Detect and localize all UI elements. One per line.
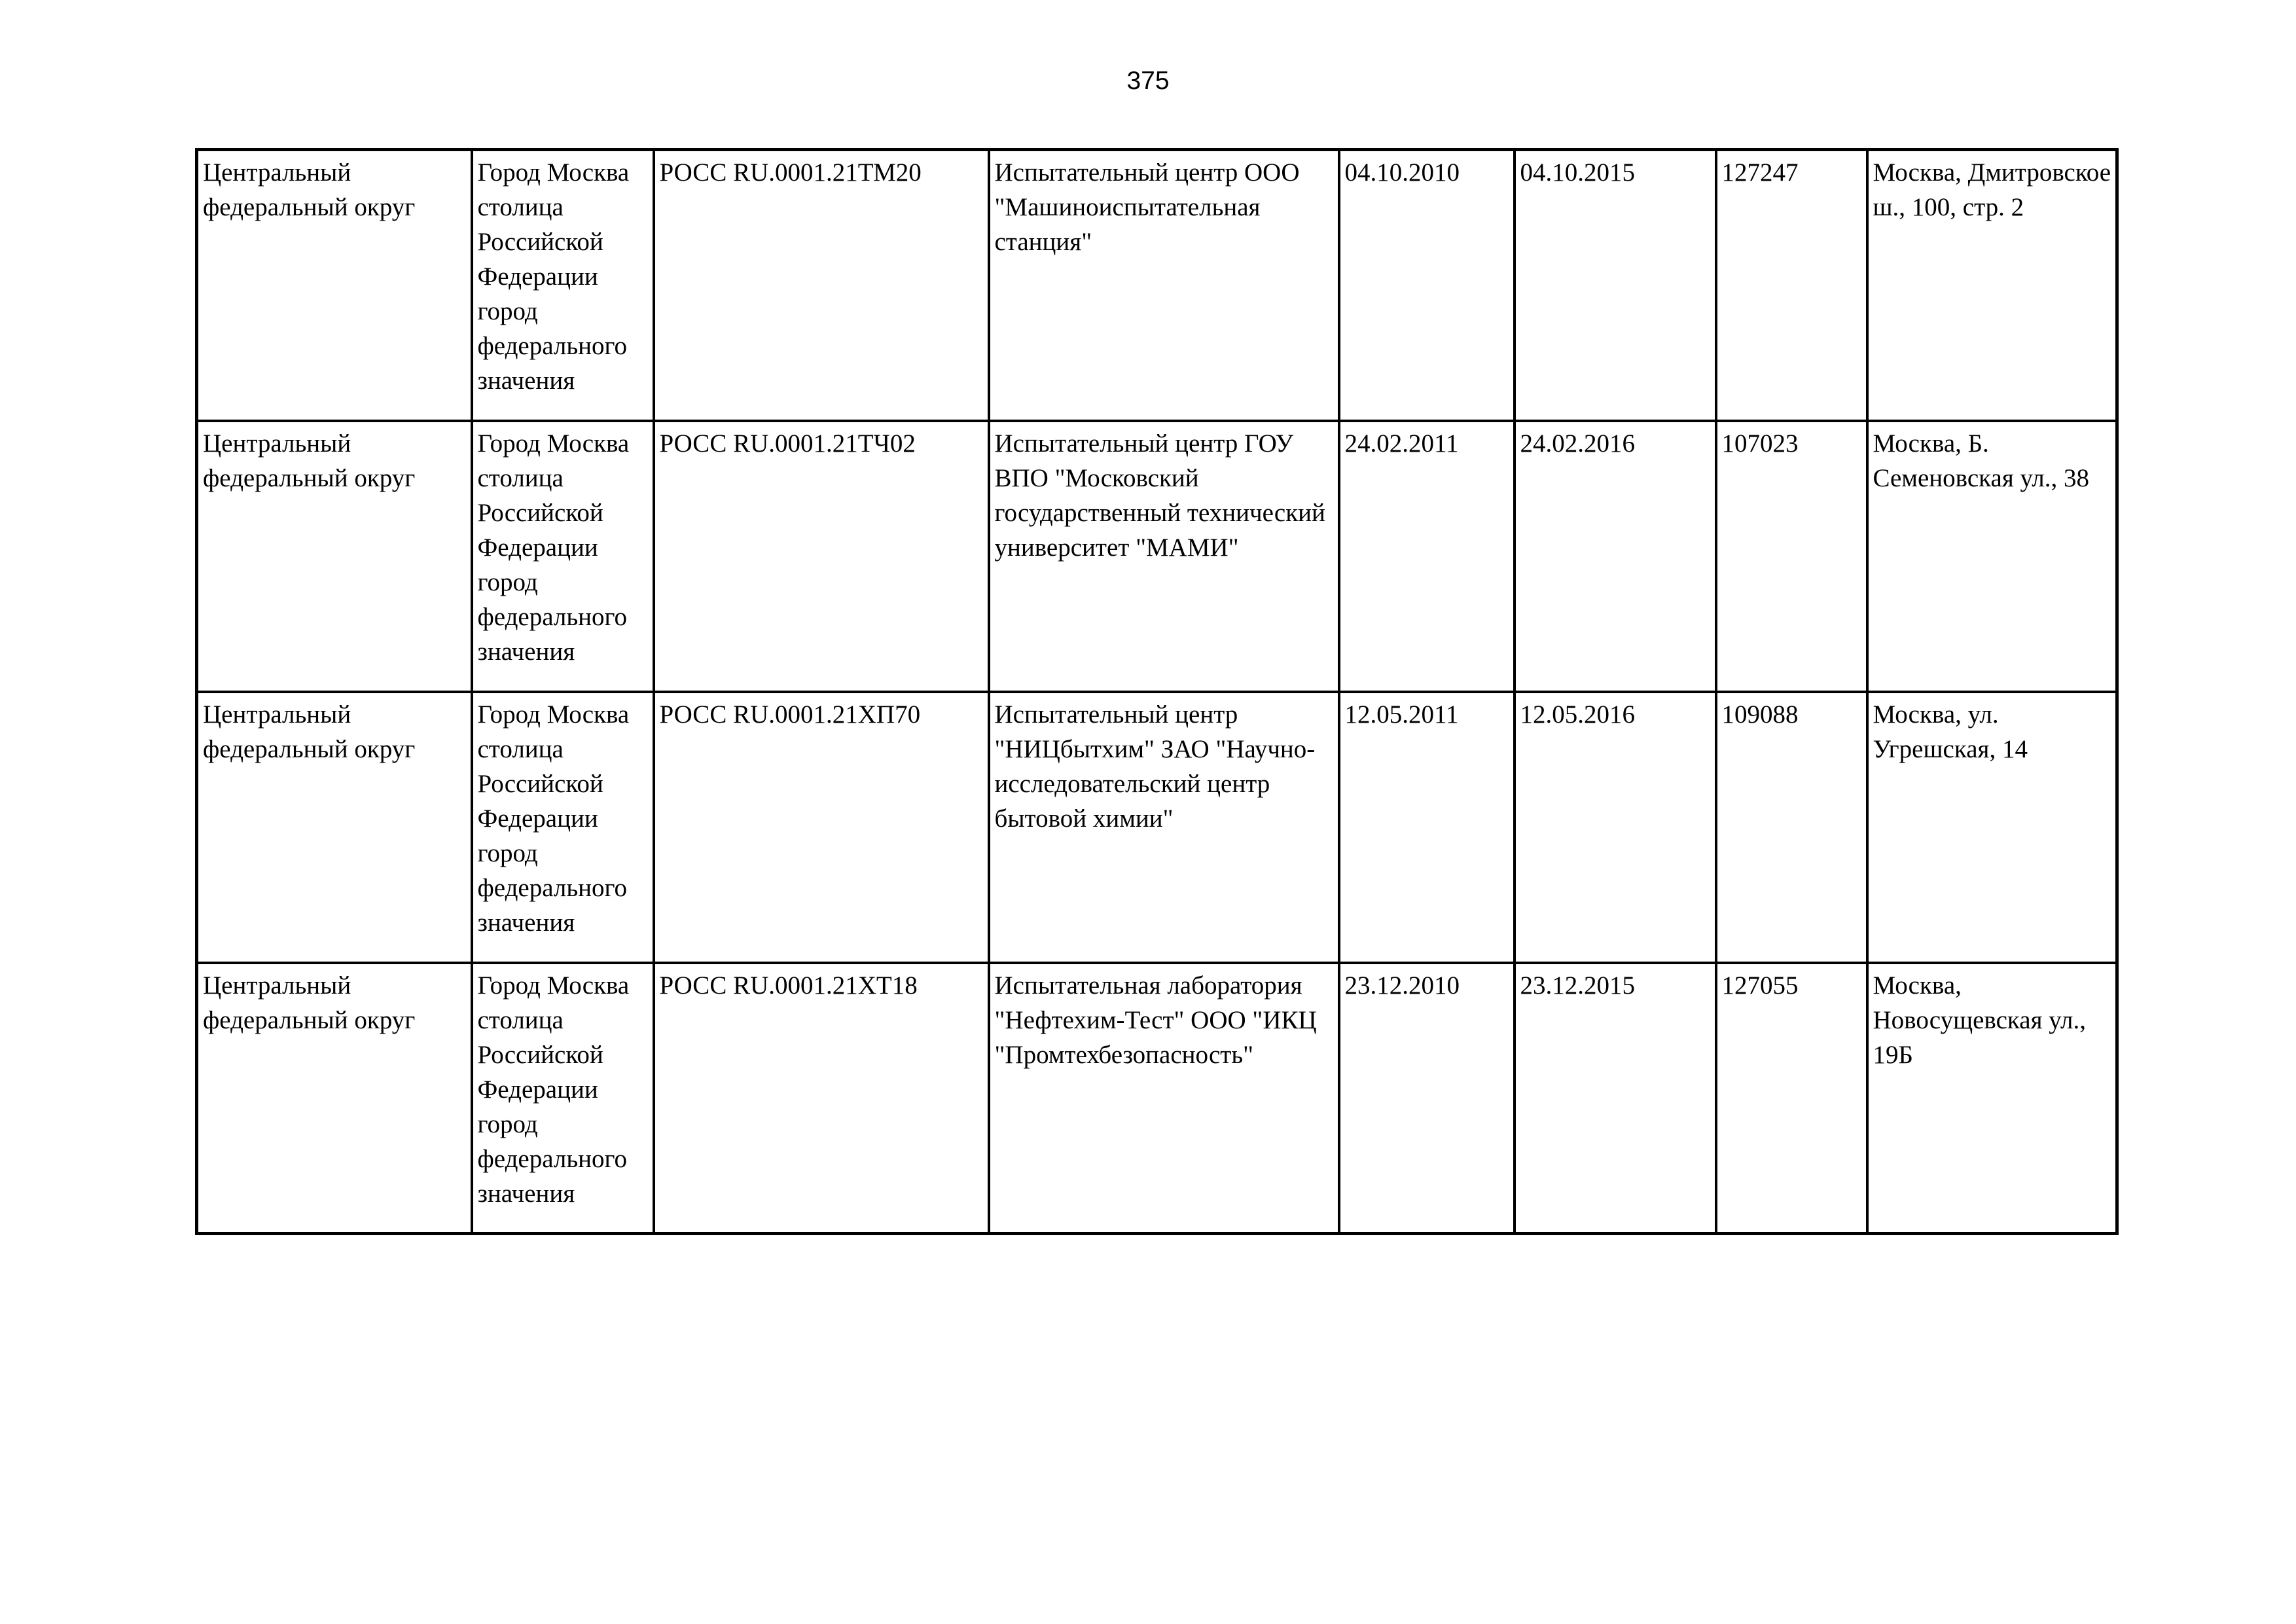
region-cell: Город Москва столица Российской Федерации город федерального значения: [472, 421, 654, 692]
district-cell: Центральный федеральный округ: [197, 692, 472, 963]
date-to-cell: 23.12.2015: [1515, 963, 1716, 1234]
address-cell: Москва, ул. Угрешская, 14: [1867, 692, 2117, 963]
date-from-cell: 24.02.2011: [1339, 421, 1515, 692]
region-cell: Город Москва столица Российской Федерации город федерального значения: [472, 692, 654, 963]
accreditation-cell: РОСС RU.0001.21ХТ18: [654, 963, 989, 1234]
district-cell: Центральный федеральный округ: [197, 421, 472, 692]
region-cell: Город Москва столица Российской Федерации город федерального значения: [472, 150, 654, 421]
district-cell: Центральный федеральный округ: [197, 963, 472, 1234]
table-row: [197, 692, 2117, 963]
accreditation-cell: РОСС RU.0001.21ТМ20: [654, 150, 989, 421]
postcode-cell: 109088: [1716, 692, 1867, 963]
organization-cell: Испытательный центр ООО "Машиноиспытательная станция": [989, 150, 1339, 421]
date-from-cell: 12.05.2011: [1339, 692, 1515, 963]
date-from-cell: 23.12.2010: [1339, 963, 1515, 1234]
address-cell: Москва, Дмитровское ш., 100, стр. 2: [1867, 150, 2117, 421]
organization-cell: Испытательный центр "НИЦбытхим" ЗАО "Научно-исследовательский центр бытовой химии": [989, 692, 1339, 963]
accreditation-cell: РОСС RU.0001.21ХП70: [654, 692, 989, 963]
date-to-cell: 04.10.2015: [1515, 150, 1716, 421]
address-cell: Москва, Новосущевская ул., 19Б: [1867, 963, 2117, 1234]
district-cell: Центральный федеральный округ: [197, 150, 472, 421]
address-cell: Москва, Б. Семеновская ул., 38: [1867, 421, 2117, 692]
region-cell: Город Москва столица Российской Федерации город федерального значения: [472, 963, 654, 1234]
postcode-cell: 107023: [1716, 421, 1867, 692]
registry-table: [195, 148, 2119, 1235]
postcode-cell: 127247: [1716, 150, 1867, 421]
table-row: [197, 150, 2117, 421]
table-row: [197, 963, 2117, 1234]
page-number: 375: [1126, 67, 1170, 95]
date-to-cell: 12.05.2016: [1515, 692, 1716, 963]
organization-cell: Испытательная лаборатория "Нефтехим-Тест" ООО "ИКЦ "Промтехбезопасность": [989, 963, 1339, 1234]
organization-cell: Испытательный центр ГОУ ВПО "Московский государственный технический университет "МАМИ": [989, 421, 1339, 692]
table-row: [197, 421, 2117, 692]
date-to-cell: 24.02.2016: [1515, 421, 1716, 692]
postcode-cell: 127055: [1716, 963, 1867, 1234]
accreditation-cell: РОСС RU.0001.21ТЧ02: [654, 421, 989, 692]
date-from-cell: 04.10.2010: [1339, 150, 1515, 421]
